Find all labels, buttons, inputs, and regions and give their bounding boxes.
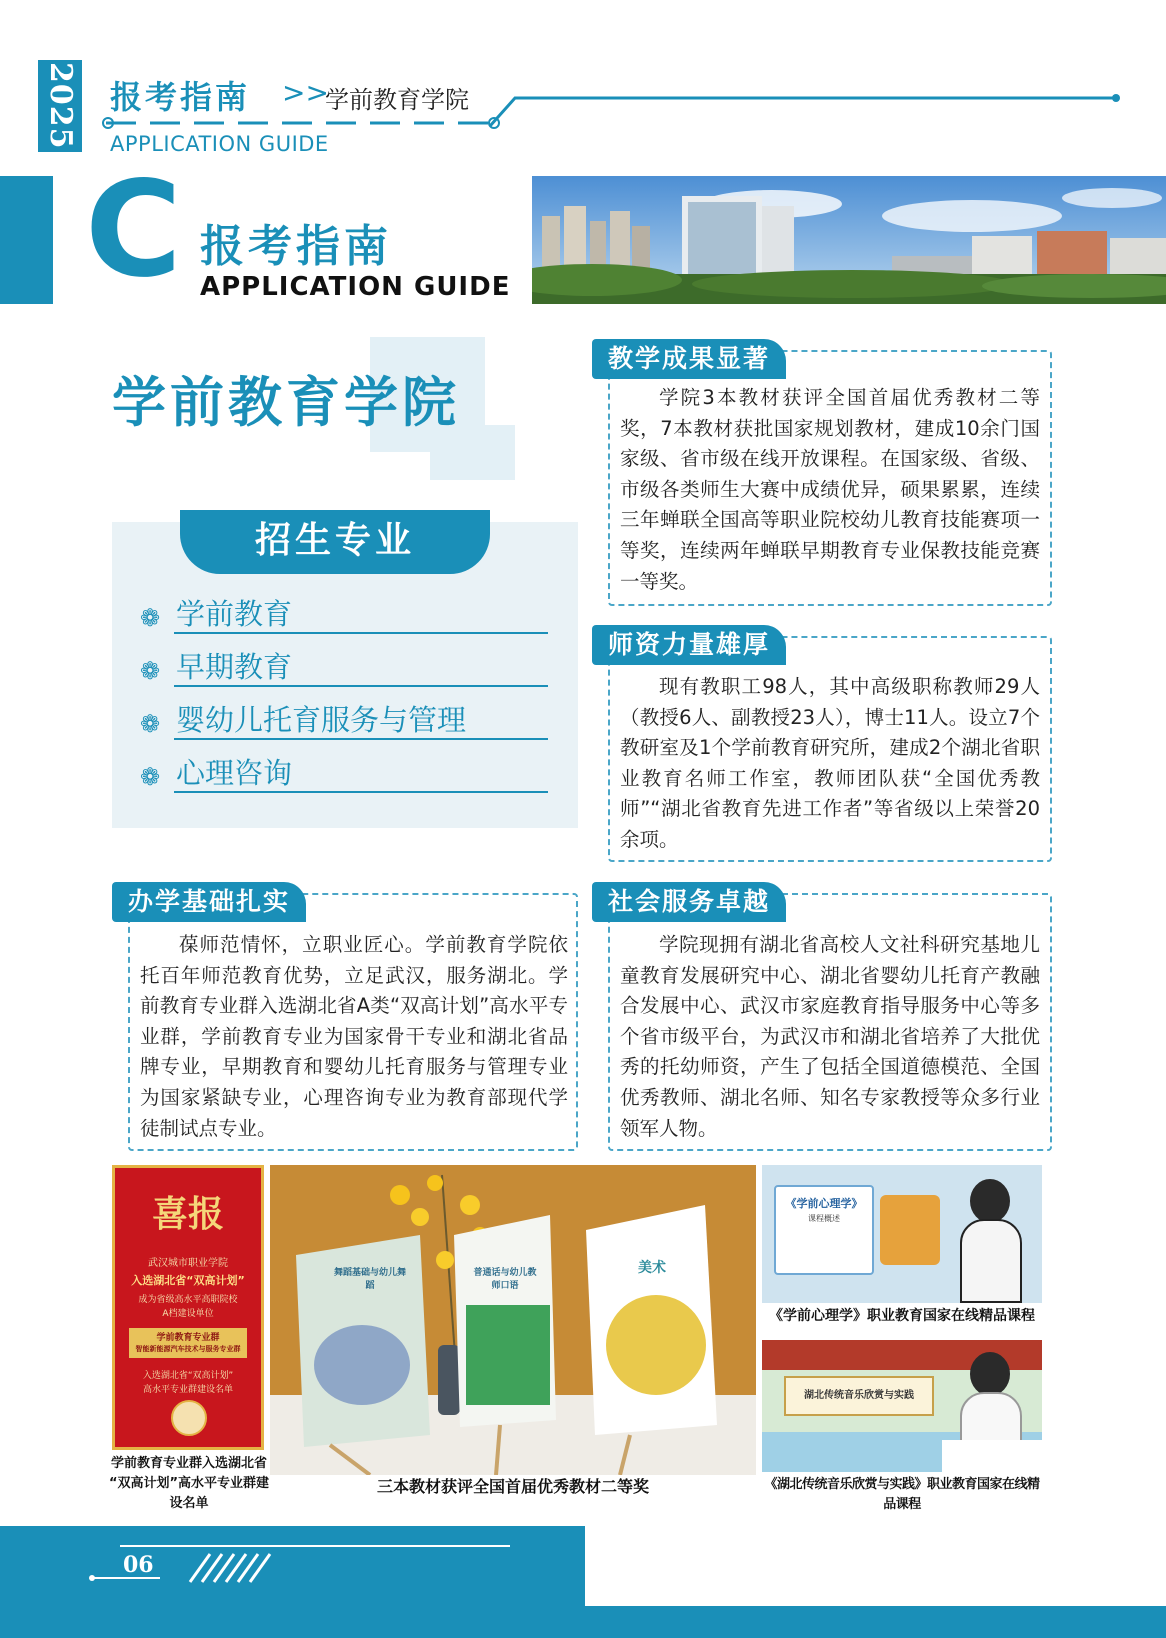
major-label: 学前教育 (174, 596, 548, 634)
flower-icon: ❁ (140, 710, 161, 738)
header-english: APPLICATION GUIDE (110, 132, 329, 156)
list-item (140, 755, 548, 793)
poster-school: 武汉城市职业学院 (148, 1258, 228, 1269)
major-label: 婴幼儿托育服务与管理 (174, 702, 548, 740)
poster-line: 智能新能源汽车技术与服务专业群 (135, 1345, 241, 1353)
course-video-1 (762, 1165, 1042, 1303)
poster-line: A档建设单位 (162, 1309, 214, 1319)
course2-caption: 《湖北传统音乐欣赏与实践》职业教育国家在线精品课程 (764, 1477, 1040, 1512)
award-poster (112, 1165, 264, 1450)
course1-screen-sub: 课程概述 (808, 1214, 840, 1223)
school-seal-icon (171, 1400, 207, 1436)
book-title: 普通话与幼儿教师口语 (473, 1268, 537, 1291)
poster-line: 成为省级高水平高职院校 (138, 1295, 238, 1305)
flower-icon: ❁ (140, 604, 161, 632)
course1-caption: 《学前心理学》职业教育国家在线精品课程 (769, 1308, 1035, 1324)
foundation-title: 办学基础扎实 (112, 882, 306, 922)
textbooks-photo (270, 1165, 756, 1475)
major-label: 早期教育 (174, 649, 548, 687)
campus-photo (532, 176, 1166, 304)
section-title: 报考指南 (200, 221, 392, 272)
achievements-title: 教学成果显著 (592, 339, 786, 379)
banner-bar (0, 176, 53, 304)
book-title: 美术 (638, 1260, 666, 1276)
header-title: 报考指南 (110, 78, 251, 116)
foundation-text: 葆师范情怀，立职业匠心。学前教育学院依托百年师范教育优势，立足武汉，服务湖北。学前教育专业群入选湖北省A类“双高计划”高水平专业群，学前教育专业为国家骨干专业和湖北省品牌专业，早期教育和婴幼儿托育服务与管理专业为国家紧缺专业，心理咨询专业为教育部现代学徒制试点专业。 (140, 933, 568, 1140)
year-tag: 2025 (38, 60, 82, 152)
header-divider (90, 90, 1166, 130)
service-text: 学院现拥有湖北省高校人文社科研究基地儿童教育发展研究中心、湖北省婴幼儿托育产教融合发展中心、武汉市家庭教育指导服务中心等多个省市级平台，为武汉市和湖北省培养了大批优秀的托幼师资，产生了包括全国道德模范、全国优秀教师、湖北名师、知名专家教授等众多行业领军人物。 (620, 933, 1040, 1140)
flower-icon: ❁ (140, 657, 161, 685)
achievements-text: 学院3本教材获评全国首届优秀教材二等奖，7本教材获批国家规划教材，建成10余门国家级、省市级在线开放课程。在国家级、省级、市级各类师生大赛中成绩优异，硕果累累，连续三年蝉联全国高等职业院校幼儿教育技能赛项一等奖，连续两年蝉联早期教育专业保教技能竞赛一等奖。 (620, 386, 1040, 593)
footer-bar (585, 1606, 1166, 1638)
majors-tab: 招生专业 (180, 510, 490, 574)
section-english: APPLICATION GUIDE (200, 272, 511, 302)
book-title: 舞蹈基础与幼儿舞蹈 (333, 1268, 406, 1291)
poster-line: 入选湖北省“双高计划” (142, 1371, 234, 1381)
faculty-text: 现有教职工98人，其中高级职称教师29人（教授6人、副教授23人），博士11人。设立7个教研室及1个学前教育研究所，建成2个湖北省职业教育名师工作室，教师团队获“全国优秀教师”“湖北省教育先进工作者”等省级以上荣誉20余项。 (620, 675, 1040, 851)
page-number: 06 (123, 1552, 154, 1578)
course1-screen-title: 《学前心理学》 (785, 1197, 863, 1210)
major-label: 心理咨询 (174, 755, 548, 793)
header-subtitle: 学前教育学院 (325, 86, 469, 114)
books-caption: 三本教材获评全国首届优秀教材二等奖 (376, 1477, 649, 1496)
poster-headline: 喜报 (151, 1193, 224, 1235)
poster-caption: 学前教育专业群入选湖北省 “双高计划”高水平专业群建设名单 (108, 1456, 270, 1511)
flower-icon: ❁ (140, 763, 161, 791)
poster-line: 入选湖北省“双高计划” (131, 1274, 245, 1287)
list-item (140, 596, 548, 634)
poster-line: 高水平专业群建设名单 (142, 1385, 233, 1395)
list-item (140, 702, 548, 740)
faculty-title: 师资力量雄厚 (592, 625, 786, 665)
list-item (140, 649, 548, 687)
college-title: 学前教育学院 (112, 371, 460, 434)
section-letter: C (85, 153, 182, 307)
course2-screen-title: 湖北传统音乐欣赏与实践 (804, 1390, 914, 1401)
poster-line: 学前教育专业群 (156, 1333, 220, 1343)
chevron-right-icon: >> (282, 76, 329, 109)
course-video-2 (762, 1340, 1042, 1472)
service-title: 社会服务卓越 (592, 882, 786, 922)
